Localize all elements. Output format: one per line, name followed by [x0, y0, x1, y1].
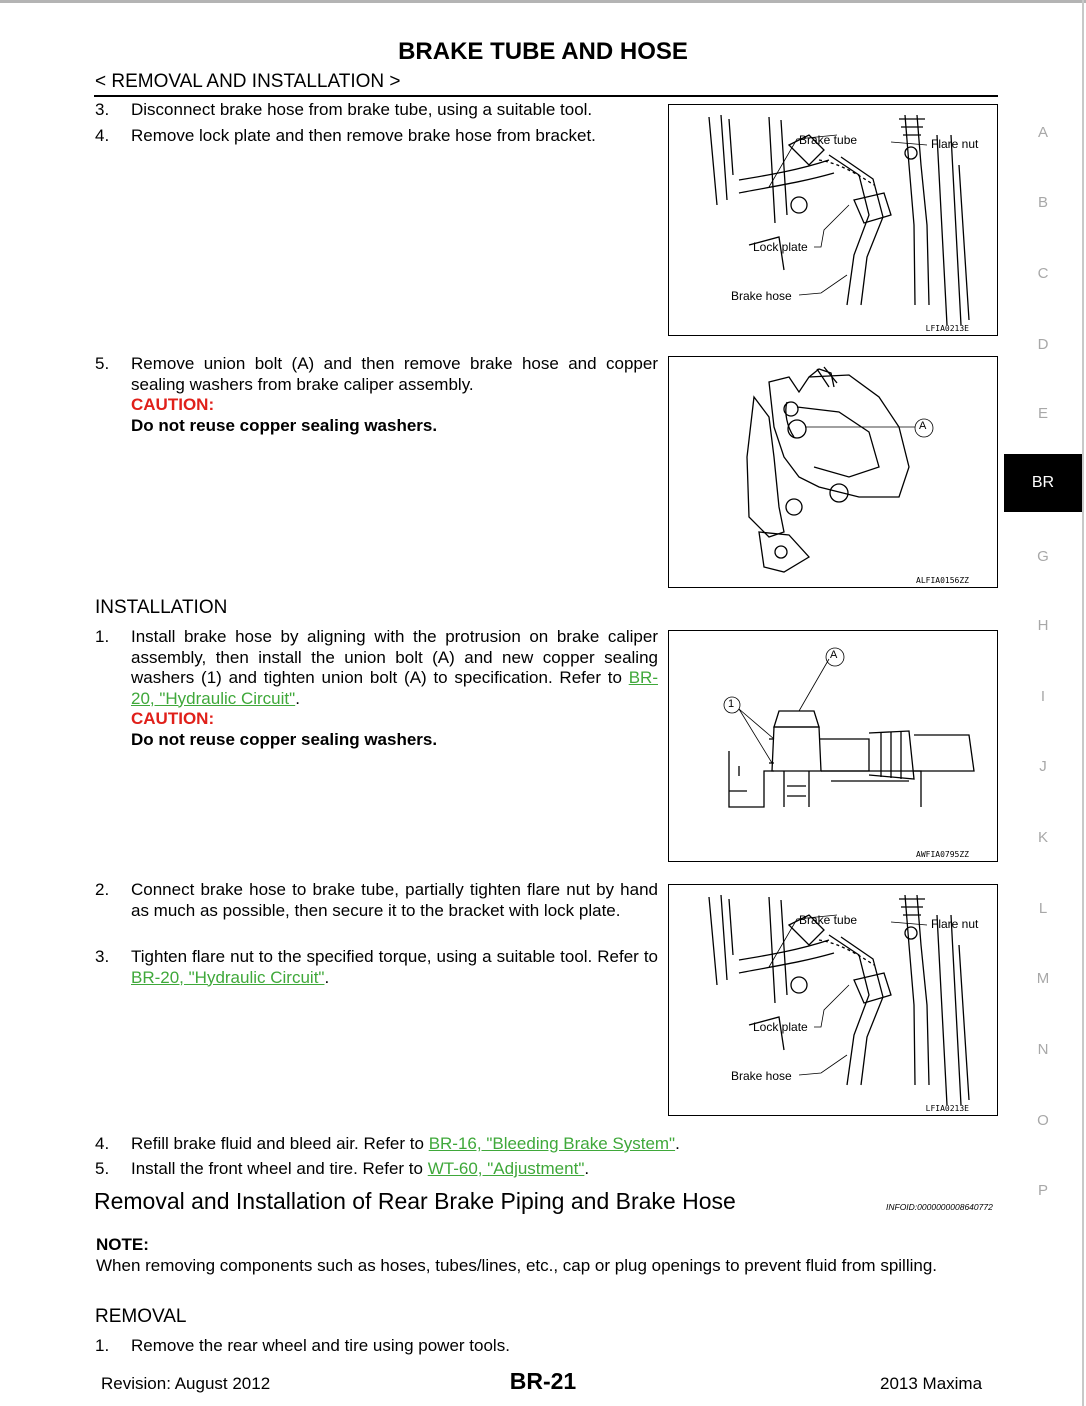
installation-step-5: [95, 1159, 895, 1181]
installation-step-2: [95, 880, 659, 944]
callout-1: 1: [728, 698, 735, 710]
tab-e[interactable]: E: [1037, 405, 1048, 422]
tab-a[interactable]: A: [1037, 124, 1048, 141]
step-text: Remove lock plate and then remove brake hose from bracket.: [131, 126, 596, 145]
right-border: [1082, 0, 1084, 1406]
breadcrumb: < REMOVAL AND INSTALLATION >: [95, 71, 401, 92]
tab-d[interactable]: D: [1037, 336, 1049, 353]
tab-h[interactable]: H: [1037, 617, 1049, 634]
label-brake-tube: Brake tube: [799, 133, 858, 147]
label-lock-plate: Lock plate: [753, 240, 808, 254]
figure-code: LFIA0213E: [925, 324, 969, 333]
union-bolt-illustration: [669, 631, 999, 863]
step-number: 1.: [95, 627, 110, 646]
step-number: 2.: [95, 880, 110, 899]
step-punct: .: [295, 688, 300, 708]
step-punct: .: [675, 1134, 680, 1153]
tab-c[interactable]: C: [1037, 265, 1049, 282]
tab-k[interactable]: K: [1037, 829, 1048, 846]
figure-brake-tube-hose-2: [668, 884, 998, 1116]
label-brake-hose: Brake hose: [731, 1069, 792, 1083]
footer-model: 2013 Maxima: [880, 1374, 983, 1393]
note-label: NOTE:: [96, 1235, 149, 1254]
callout-a: A: [830, 649, 838, 661]
tab-o[interactable]: O: [1037, 1112, 1049, 1129]
page-title: BRAKE TUBE AND HOSE: [398, 38, 688, 65]
footer-revision: Revision: August 2012: [101, 1374, 271, 1393]
step-text: Remove union bolt (A) and then remove brake hose and copper sealing washers from brake caliper assembly.: [131, 354, 658, 394]
step-text: Install the front wheel and tire. Refer to: [131, 1159, 423, 1178]
link-bleeding-brake-system[interactable]: BR-16, "Bleeding Brake System": [428, 1134, 676, 1153]
tab-g[interactable]: G: [1037, 548, 1049, 565]
installation-heading: INSTALLATION: [95, 597, 228, 618]
label-lock-plate: Lock plate: [753, 1020, 808, 1034]
figure-brake-caliper: [668, 356, 998, 588]
callout-a: A: [919, 420, 927, 432]
tab-j[interactable]: J: [1039, 758, 1047, 775]
step-punct: .: [584, 1159, 590, 1178]
installation-step-4: [95, 1134, 895, 1156]
top-border: [0, 0, 1086, 3]
note-text: When removing components such as hoses, tubes/lines, etc., cap or plug openings to prevent fluid from spilling.: [96, 1255, 938, 1275]
step-number: 4.: [95, 1134, 110, 1153]
link-wheel-adjustment[interactable]: WT-60, "Adjustment": [427, 1159, 585, 1178]
caliper-illustration: [669, 357, 999, 589]
step-text: Remove the rear wheel and tire using power tools.: [131, 1336, 510, 1355]
step-text: Install brake hose by aligning with the protrusion on brake caliper assembly, then install the union bolt (A) and new copper sealing washers (1) and tighten union bolt (A) to specification. Refer to: [131, 627, 658, 687]
tab-p[interactable]: P: [1037, 1182, 1048, 1199]
removal-step-5: [95, 354, 659, 444]
rear-section-heading: Removal and Installation of Rear Brake Piping and Brake Hose: [94, 1188, 736, 1214]
label-flare-nut: Flare nut: [931, 917, 979, 931]
footer-page-number: BR-21: [509, 1368, 577, 1394]
step-number: 1.: [95, 1336, 110, 1355]
step-number: 4.: [95, 126, 110, 145]
figure-union-bolt: [668, 630, 998, 862]
label-brake-tube: Brake tube: [799, 913, 858, 927]
step-number: 3.: [95, 100, 110, 119]
installation-step-1: [95, 627, 659, 752]
tab-br[interactable]: BR: [1004, 454, 1082, 512]
caution-label: CAUTION:: [131, 709, 215, 728]
step-punct: .: [324, 967, 330, 987]
step-number: 5.: [95, 354, 110, 373]
caution-label: CAUTION:: [131, 395, 215, 414]
step-text: Refill brake fluid and bleed air. Refer to: [131, 1134, 424, 1153]
installation-step-3: [95, 947, 659, 991]
note-block: [96, 1235, 998, 1276]
step-text: Connect brake hose to brake tube, partially tighten flare nut by hand as much as possible, then secure it to the bracket with lock plate.: [131, 880, 658, 920]
tab-m[interactable]: M: [1036, 970, 1050, 987]
figure-code: LFIA0213E: [925, 1104, 969, 1113]
tab-i[interactable]: I: [1040, 688, 1046, 705]
link-hydraulic-circuit[interactable]: BR-20, "Hydraulic Circuit": [131, 967, 325, 987]
tab-b[interactable]: B: [1037, 194, 1048, 211]
removal-heading: REMOVAL: [95, 1306, 187, 1327]
tab-l[interactable]: L: [1038, 900, 1048, 917]
link-hydraulic-circuit[interactable]: BR-20, "Hydraulic Circuit": [131, 668, 658, 708]
tab-n[interactable]: N: [1037, 1041, 1049, 1058]
step-number: 3.: [95, 947, 110, 966]
figure-brake-tube-hose: [668, 104, 998, 336]
caution-text: Do not reuse copper sealing washers.: [131, 729, 438, 749]
info-id: INFOID:0000000008640772: [886, 1202, 993, 1212]
label-flare-nut: Flare nut: [931, 137, 979, 151]
figure-code: ALFIA0156ZZ: [916, 576, 969, 585]
step-text: Disconnect brake hose from brake tube, using a suitable tool.: [131, 100, 593, 119]
step-text: Tighten flare nut to the specified torque, using a suitable tool. Refer to: [131, 947, 658, 966]
rear-removal-step-1: [95, 1336, 795, 1358]
figure-code: AWFIA0795ZZ: [916, 850, 969, 859]
label-brake-hose: Brake hose: [731, 289, 792, 303]
header-rule: [94, 95, 998, 97]
caution-text: Do not reuse copper sealing washers.: [131, 415, 438, 435]
step-number: 5.: [95, 1159, 110, 1178]
